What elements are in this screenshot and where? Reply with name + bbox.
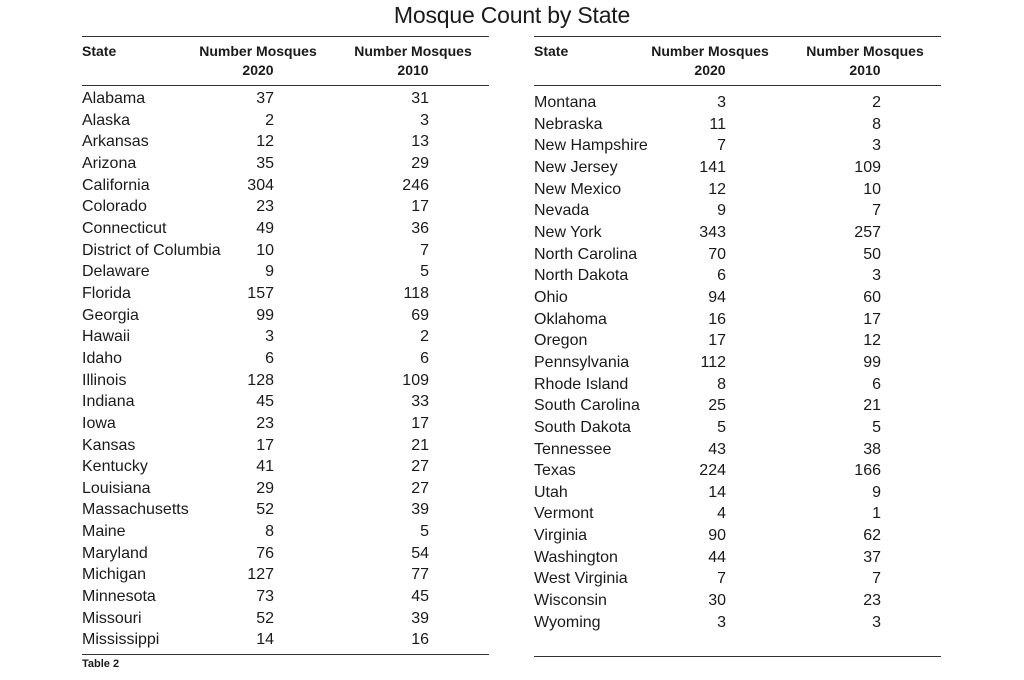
cell-2010: 21 [411, 436, 429, 454]
cell-2010: 77 [411, 566, 429, 584]
header-state: State [534, 43, 569, 59]
table-row [534, 309, 941, 331]
cell-2010: 39 [411, 501, 429, 519]
cell-2010: 50 [863, 245, 881, 263]
table-row [82, 391, 489, 413]
cell-state: New Jersey [534, 158, 618, 176]
cell-2010: 2 [872, 94, 881, 111]
cell-state: Hawaii [82, 328, 131, 346]
cell-state: Ohio [534, 288, 568, 306]
cell-2010: 3 [872, 613, 881, 631]
cell-2020: 11 [709, 115, 726, 133]
table-row [82, 326, 489, 348]
table-body [534, 86, 941, 662]
cell-2020: 49 [256, 219, 274, 237]
header-state: State [82, 43, 117, 59]
cell-2020: 29 [256, 479, 274, 497]
header-2010 [800, 42, 930, 80]
cell-2010: 36 [411, 219, 429, 237]
cell-state: Minnesota [82, 588, 156, 606]
table-body [82, 86, 489, 653]
cell-2010: 3 [420, 111, 429, 129]
table-header [534, 37, 941, 85]
footer-rule-left [82, 654, 489, 655]
cell-state: Texas [534, 462, 576, 480]
cell-2010: 2 [420, 328, 429, 346]
cell-2010: 39 [411, 609, 429, 627]
cell-2010: 6 [420, 349, 429, 367]
table-row [82, 435, 489, 457]
cell-2020: 94 [708, 288, 726, 306]
cell-state: Alabama [82, 90, 146, 107]
cell-2020: 8 [265, 523, 274, 541]
cell-2020: 14 [256, 631, 274, 649]
cell-state: California [82, 176, 150, 194]
cell-2020: 52 [256, 501, 274, 519]
cell-2020: 4 [717, 505, 726, 523]
table-row [534, 590, 941, 612]
cell-2010: 5 [420, 263, 429, 281]
cell-2020: 127 [247, 566, 274, 584]
table-row [534, 374, 941, 396]
cell-2020: 14 [708, 483, 726, 501]
cell-state: Florida [82, 284, 131, 302]
cell-state: Washington [534, 548, 618, 566]
cell-2010: 16 [411, 631, 429, 649]
cell-2020: 2 [265, 111, 274, 129]
table-row [534, 547, 941, 569]
table-row [82, 586, 489, 608]
cell-state: Colorado [82, 198, 147, 216]
cell-2020: 16 [708, 310, 726, 328]
header-2020 [645, 42, 775, 80]
cell-state: Michigan [82, 566, 147, 584]
cell-2010: 37 [863, 548, 881, 566]
cell-2010: 9 [872, 483, 881, 501]
cell-2020: 73 [256, 588, 274, 606]
cell-2010: 5 [872, 418, 881, 436]
header-2020-line2: 2020 [242, 62, 274, 78]
cell-state: Kansas [82, 436, 136, 454]
table-row [82, 131, 489, 153]
cell-2010: 29 [411, 154, 429, 172]
cell-2020: 8 [717, 375, 726, 393]
table-row [534, 503, 941, 525]
cell-2020: 35 [256, 154, 274, 172]
table-row [82, 283, 489, 305]
cell-2010: 27 [411, 479, 429, 497]
cell-2020: 99 [256, 306, 274, 324]
table-row [534, 244, 941, 266]
cell-state: Mississippi [82, 631, 160, 649]
table-row [534, 439, 941, 461]
cell-2010: 60 [863, 288, 881, 306]
cell-state: Utah [534, 483, 568, 501]
cell-2010: 69 [411, 306, 429, 324]
cell-state: Maine [82, 523, 126, 541]
cell-state: Montana [534, 94, 597, 111]
table-row [534, 330, 941, 352]
cell-state: Delaware [82, 263, 150, 281]
table-row [82, 348, 489, 370]
cell-state: Idaho [82, 349, 123, 367]
cell-2010: 13 [411, 133, 429, 151]
cell-state: Tennessee [534, 440, 612, 458]
cell-2010: 246 [402, 176, 429, 194]
cell-2010: 7 [420, 241, 429, 259]
cell-2010: 8 [872, 115, 881, 133]
cell-2020: 17 [708, 332, 726, 350]
table-row [82, 305, 489, 327]
table-row [534, 395, 941, 417]
header-2010-line2: 2010 [397, 62, 429, 78]
cell-2010: 21 [863, 397, 881, 415]
cell-2020: 343 [699, 223, 726, 241]
cell-2020: 23 [256, 414, 274, 432]
cell-2010: 45 [411, 588, 429, 606]
cell-2010: 118 [403, 284, 429, 302]
cell-state: Indiana [82, 393, 135, 411]
table-row [534, 157, 941, 179]
cell-state: Iowa [82, 414, 116, 432]
cell-state: Oregon [534, 332, 588, 350]
cell-2020: 12 [708, 180, 726, 198]
table-row [534, 222, 941, 244]
table-row [82, 370, 489, 392]
cell-state: Arkansas [82, 133, 149, 151]
table-row [534, 135, 941, 157]
table-header [82, 37, 489, 85]
cell-2020: 45 [256, 393, 274, 411]
cell-2010: 6 [872, 375, 881, 393]
cell-2010: 257 [854, 223, 881, 241]
cell-2020: 7 [717, 570, 726, 588]
cell-2020: 5 [717, 418, 726, 436]
cell-2020: 52 [256, 609, 274, 627]
cell-2010: 17 [411, 198, 429, 216]
cell-2020: 30 [708, 592, 726, 610]
cell-2020: 6 [265, 349, 274, 367]
table-row [534, 352, 941, 374]
table-row [534, 92, 941, 114]
cell-state: Kentucky [82, 458, 148, 476]
cell-state: Nebraska [534, 115, 603, 133]
table-row [82, 608, 489, 630]
cell-2020: 12 [256, 133, 274, 151]
cell-state: Connecticut [82, 219, 167, 237]
table-row [534, 460, 941, 482]
table-row [534, 482, 941, 504]
cell-2020: 157 [247, 284, 274, 302]
table-caption: Table 2 [82, 658, 120, 670]
cell-state: Maryland [82, 544, 148, 562]
cell-2020: 3 [717, 94, 726, 111]
table-row [534, 114, 941, 136]
table-row [82, 413, 489, 435]
cell-state: Virginia [534, 527, 588, 545]
cell-2020: 70 [708, 245, 726, 263]
table-row [82, 110, 489, 132]
cell-2020: 3 [265, 328, 274, 346]
table-row [82, 499, 489, 521]
cell-2020: 25 [708, 397, 726, 415]
cell-state: Illinois [82, 371, 127, 389]
header-2020-line1: Number Mosques [199, 43, 317, 59]
header-2010 [348, 42, 478, 80]
cell-state: Louisiana [82, 479, 151, 497]
cell-2010: 109 [854, 158, 881, 176]
cell-2010: 166 [854, 462, 881, 480]
cell-2020: 44 [708, 548, 726, 566]
cell-state: North Carolina [534, 245, 638, 263]
table-row [82, 175, 489, 197]
cell-state: South Dakota [534, 418, 631, 436]
cell-state: New Mexico [534, 180, 622, 198]
header-2010-line1: Number Mosques [806, 43, 924, 59]
cell-2020: 224 [699, 462, 726, 480]
cell-2020: 76 [256, 544, 274, 562]
cell-2010: 3 [872, 137, 881, 155]
cell-state: Vermont [534, 505, 594, 523]
cell-2010: 17 [411, 414, 429, 432]
cell-state: New York [534, 223, 602, 241]
table-row [82, 564, 489, 586]
table-row [82, 196, 489, 218]
table-right [534, 36, 941, 662]
cell-state: Wyoming [534, 613, 601, 631]
cell-2010: 17 [863, 310, 881, 328]
cell-2020: 141 [699, 158, 726, 176]
table-row [534, 568, 941, 590]
cell-state: Alaska [82, 111, 131, 129]
cell-2020: 23 [256, 198, 274, 216]
cell-2020: 128 [247, 371, 274, 389]
table-row [82, 88, 489, 110]
table-row [82, 521, 489, 543]
cell-2010: 5 [420, 523, 429, 541]
header-2010-line1: Number Mosques [354, 43, 472, 59]
cell-2020: 90 [708, 527, 726, 545]
cell-state: Oklahoma [534, 310, 607, 328]
cell-2010: 7 [872, 570, 881, 588]
cell-state: District of Columbia [82, 241, 221, 259]
table-row [534, 287, 941, 309]
cell-2020: 9 [265, 263, 274, 281]
table-row [82, 629, 489, 651]
table-row [82, 478, 489, 500]
cell-2010: 1 [872, 505, 881, 523]
table-row [534, 612, 941, 634]
cell-2010: 3 [872, 267, 881, 285]
cell-state: Rhode Island [534, 375, 629, 393]
cell-2020: 37 [256, 90, 274, 107]
cell-2010: 54 [411, 544, 429, 562]
header-2020 [193, 42, 323, 80]
table-row [82, 218, 489, 240]
cell-state: New Hampshire [534, 137, 648, 155]
cell-2020: 41 [256, 458, 274, 476]
table-row [534, 525, 941, 547]
cell-state: South Carolina [534, 397, 640, 415]
header-2020-line1: Number Mosques [651, 43, 769, 59]
cell-state: Missouri [82, 609, 142, 627]
cell-2020: 3 [717, 613, 726, 631]
table-row [82, 153, 489, 175]
cell-state: West Virginia [534, 570, 628, 588]
cell-2010: 7 [872, 202, 881, 220]
cell-2010: 109 [402, 371, 429, 389]
cell-2020: 17 [256, 436, 274, 454]
cell-2010: 99 [863, 353, 881, 371]
table-row [534, 179, 941, 201]
cell-2010: 62 [863, 527, 881, 545]
footer-rule-right [534, 656, 941, 657]
table-row [534, 265, 941, 287]
cell-2010: 27 [411, 458, 429, 476]
page-title: Mosque Count by State [393, 2, 631, 28]
header-2020-line2: 2020 [694, 62, 726, 78]
cell-state: Massachusetts [82, 501, 189, 519]
table-row [82, 456, 489, 478]
table-row [82, 261, 489, 283]
cell-2010: 10 [863, 180, 881, 198]
cell-2020: 112 [700, 353, 726, 371]
cell-state: North Dakota [534, 267, 629, 285]
table-row [534, 200, 941, 222]
cell-2020: 304 [247, 176, 274, 194]
cell-2020: 6 [717, 267, 726, 285]
header-2010-line2: 2010 [849, 62, 881, 78]
cell-2010: 33 [411, 393, 429, 411]
cell-state: Nevada [534, 202, 590, 220]
cell-2010: 38 [863, 440, 881, 458]
cell-state: Arizona [82, 154, 137, 172]
cell-state: Pennsylvania [534, 353, 630, 371]
table-row [82, 543, 489, 565]
cell-state: Georgia [82, 306, 139, 324]
cell-2020: 10 [256, 241, 274, 259]
cell-2020: 43 [708, 440, 726, 458]
cell-2010: 31 [411, 90, 429, 107]
table-row [82, 240, 489, 262]
cell-2020: 7 [717, 137, 726, 155]
table-left [82, 36, 489, 653]
table-row [534, 417, 941, 439]
cell-2010: 23 [863, 592, 881, 610]
cell-state: Wisconsin [534, 592, 607, 610]
cell-2010: 12 [863, 332, 881, 350]
cell-2020: 9 [717, 202, 726, 220]
